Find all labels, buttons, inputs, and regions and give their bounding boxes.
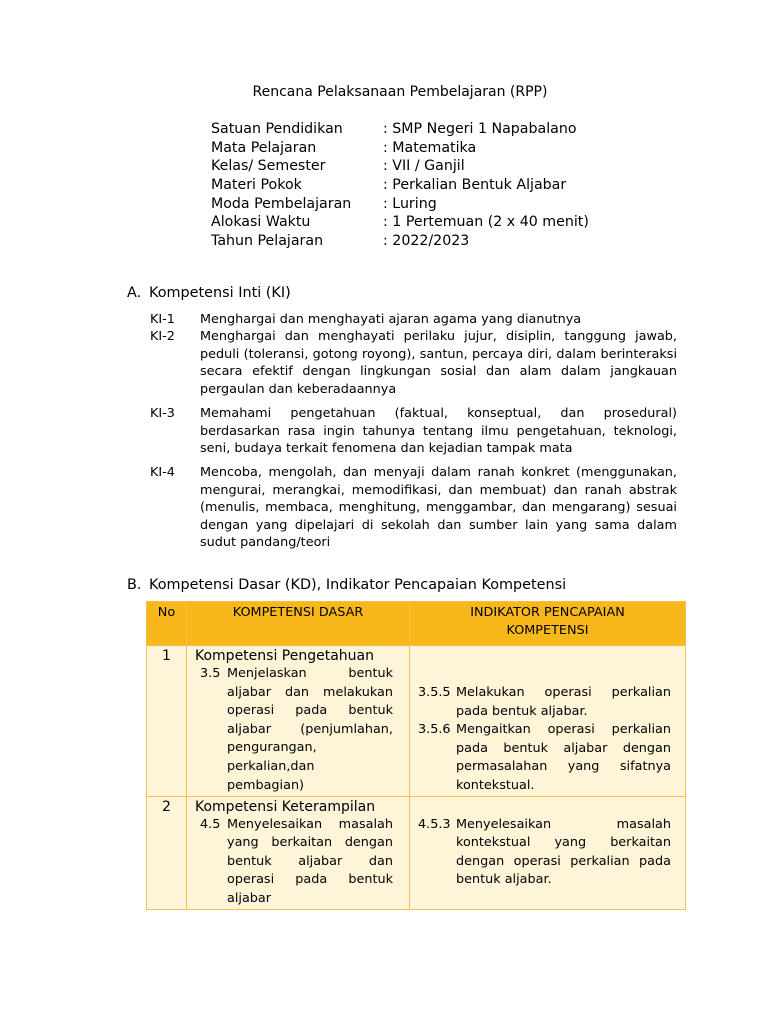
kd-code: 4.5: [200, 816, 221, 832]
kd-cell: [187, 796, 410, 909]
identity-row: [211, 214, 589, 233]
ki-text: Memahami pengetahuan (faktual, konseptual, dan prosedural) berdasarkan rasa ingin tahunya tentang ilmu pengetahuan, teknologi, seni, budaya terkait fenomena dan kejadian tampak mata: [200, 406, 677, 456]
identity-label: Satuan Pendidikan: [211, 121, 343, 137]
identity-block: [211, 121, 589, 252]
ki-code: KI-1: [150, 312, 175, 327]
indicator-code: 3.5.6: [418, 722, 451, 738]
section-letter: B.: [127, 577, 142, 593]
ki-code: KI-3: [150, 406, 175, 421]
identity-row: [211, 121, 589, 140]
ki-code: KI-2: [150, 329, 175, 344]
ki-text: Menghargai dan menghayati perilaku jujur, disiplin, tanggung jawab, peduli (toleransi, gotong royong), santun, percaya diri, dalam berinteraksi secara efektif dengan lingkungan sosial dan alam dalam jangkauan pergaulan dan keberadaannya: [200, 329, 677, 397]
kd-table: [146, 601, 686, 910]
section-title: Kompetensi Inti (KI): [149, 285, 291, 301]
identity-label: Tahun Pelajaran: [211, 233, 324, 250]
ki-item: [150, 464, 677, 552]
identity-value: : VII / Ganjil: [383, 158, 465, 175]
identity-label: Mata Pelajaran: [211, 139, 317, 156]
identity-value: : 2022/2023: [383, 233, 470, 250]
indicator-text: Menyelesaikan masalah kontekstual yang berkaitan dengan operasi perkalian pada bentuk aljabar.: [456, 816, 671, 888]
competency-group-title: Kompetensi Pengetahuan: [195, 648, 374, 664]
ki-item: [150, 311, 677, 329]
kd-entry: [187, 665, 409, 795]
identity-value: : 1 Pertemuan (2 x 40 menit): [383, 214, 589, 231]
ki-item: [150, 405, 677, 458]
row-number: 2: [147, 796, 187, 909]
indicator-cell: [410, 646, 686, 797]
table-header-row: [147, 602, 686, 646]
indicator-text: Melakukan operasi perkalian pada bentuk aljabar.: [456, 685, 671, 719]
ki-text: Mencoba, mengolah, dan menyaji dalam ranah konkret (menggunakan, mengurai, merangkai, memodifikasi, dan membuat) dan ranah abstrak (menulis, membaca, menghitung, menggambar, dan mengarang) sesuai dengan yang dipelajari di sekolah dan sumber lain yang sama dalam sudut pandang/teori: [200, 465, 677, 550]
ki-text: Menghargai dan menghayati ajaran agama yang dianutnya: [200, 312, 582, 327]
identity-row: [211, 233, 589, 252]
competency-group-title: Kompetensi Keterampilan: [195, 798, 376, 815]
identity-row: [211, 158, 589, 177]
indicator-entry: [410, 816, 685, 890]
table-row: [147, 796, 686, 909]
header-kd: KOMPETENSI DASAR: [187, 602, 410, 646]
section-b-heading: [127, 577, 566, 593]
kd-text: Menyelesaikan masalah yang berkaitan dengan bentuk aljabar dan operasi pada bentuk aljabar: [227, 816, 393, 906]
row-number: 1: [147, 646, 187, 797]
identity-row: [211, 140, 589, 159]
indicator-cell: [410, 796, 686, 909]
identity-label: Alokasi Waktu: [211, 214, 311, 231]
indicator-text: Mengaitkan operasi perkalian pada bentuk aljabar dengan permasalahan yang sifatnya kontekstual.: [456, 722, 671, 793]
indicator-entry: [410, 721, 685, 795]
identity-value: : Matematika: [383, 139, 477, 156]
indicator-code: 4.5.3: [418, 816, 451, 832]
identity-row: [211, 177, 589, 196]
header-indicator: INDIKATOR PENCAPAIAN KOMPETENSI: [410, 602, 686, 646]
kd-text: Menjelaskan bentuk aljabar dan melakukan operasi pada bentuk aljabar (penjumlahan, pengurangan, perkalian,dan pembagian): [227, 666, 393, 793]
identity-value: : SMP Negeri 1 Napabalano: [383, 121, 577, 137]
kd-entry: [187, 816, 409, 909]
ki-code: KI-4: [150, 465, 175, 480]
header-no: No: [147, 602, 187, 646]
identity-label: Kelas/ Semester: [211, 158, 326, 175]
identity-value: : Perkalian Bentuk Aljabar: [383, 177, 567, 194]
identity-label: Materi Pokok: [211, 177, 302, 194]
identity-value: : Luring: [383, 195, 437, 212]
table-row: [147, 646, 686, 797]
document-title: Rencana Pelaksanaan Pembelajaran (RPP): [252, 84, 548, 100]
kd-cell: [187, 646, 410, 797]
identity-row: [211, 196, 589, 215]
section-letter: A.: [127, 285, 142, 301]
section-title: Kompetensi Dasar (KD), Indikator Pencapaian Kompetensi: [149, 577, 567, 593]
identity-label: Moda Pembelajaran: [211, 195, 352, 212]
section-a-heading: [127, 285, 291, 301]
kd-code: 3.5: [200, 666, 221, 681]
ki-item: [150, 328, 677, 398]
indicator-entry: [410, 684, 685, 721]
indicator-code: 3.5.5: [418, 685, 451, 700]
